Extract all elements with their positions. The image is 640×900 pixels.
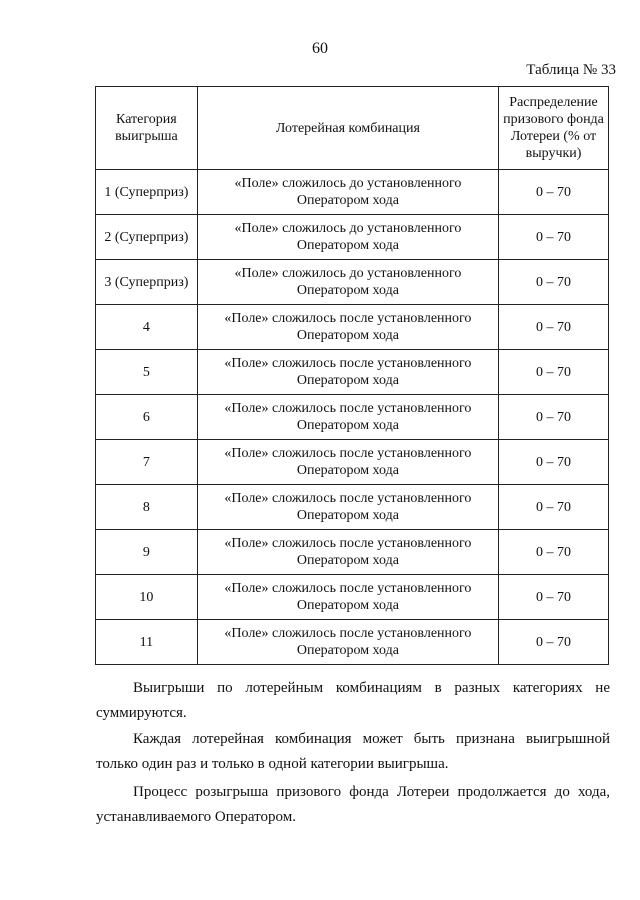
cell-distribution: 0 – 70 — [499, 530, 609, 575]
cell-combination: «Поле» сложилось до установленного Оператором хода — [197, 215, 498, 260]
cell-category: 2 (Суперприз) — [96, 215, 198, 260]
cell-distribution: 0 – 70 — [499, 485, 609, 530]
table-row — [96, 530, 609, 575]
cell-category: 10 — [96, 575, 198, 620]
cell-distribution: 0 – 70 — [499, 395, 609, 440]
cell-distribution: 0 – 70 — [499, 350, 609, 395]
cell-category: 1 (Суперприз) — [96, 170, 198, 215]
cell-category: 3 (Суперприз) — [96, 260, 198, 305]
paragraph-single-category: Каждая лотерейная комбинация может быть признана выигрышной только один раз и только в одной категории выигрыша. — [96, 731, 610, 772]
cell-category: 8 — [96, 485, 198, 530]
table-row — [96, 350, 609, 395]
cell-combination: «Поле» сложилось после установленного Оператором хода — [197, 530, 498, 575]
paragraph-draw-process: Процесс розыгрыша призового фонда Лотереи продолжается до хода, устанавливаемого Оператором. — [96, 784, 610, 825]
cell-distribution: 0 – 70 — [499, 575, 609, 620]
page-number: 60 — [312, 40, 328, 57]
cell-category: 4 — [96, 305, 198, 350]
cell-distribution: 0 – 70 — [499, 260, 609, 305]
cell-category: 7 — [96, 440, 198, 485]
cell-combination: «Поле» сложилось после установленного Оператором хода — [197, 395, 498, 440]
header-category: Категория выигрыша — [96, 87, 198, 170]
cell-combination: «Поле» сложилось после установленного Оператором хода — [197, 620, 498, 665]
table-row — [96, 440, 609, 485]
cell-combination: «Поле» сложилось после установленного Оператором хода — [197, 485, 498, 530]
table-row — [96, 305, 609, 350]
cell-distribution: 0 – 70 — [499, 440, 609, 485]
cell-combination: «Поле» сложилось после установленного Оператором хода — [197, 305, 498, 350]
table-caption: Таблица № 33 — [526, 62, 616, 78]
prize-distribution-table — [95, 86, 609, 665]
table-row — [96, 215, 609, 260]
cell-category: 6 — [96, 395, 198, 440]
cell-distribution: 0 – 70 — [499, 215, 609, 260]
cell-distribution: 0 – 70 — [499, 305, 609, 350]
cell-combination: «Поле» сложилось после установленного Оператором хода — [197, 440, 498, 485]
table-row — [96, 395, 609, 440]
cell-distribution: 0 – 70 — [499, 170, 609, 215]
table-header-row — [96, 87, 609, 170]
cell-category: 11 — [96, 620, 198, 665]
table-row — [96, 170, 609, 215]
cell-distribution: 0 – 70 — [499, 620, 609, 665]
table-row — [96, 620, 609, 665]
cell-category: 9 — [96, 530, 198, 575]
cell-combination: «Поле» сложилось до установленного Оператором хода — [197, 170, 498, 215]
cell-combination: «Поле» сложилось после установленного Оператором хода — [197, 350, 498, 395]
header-distribution: Распределение призового фонда Лотереи (% от выручки) — [499, 87, 609, 170]
table-row — [96, 260, 609, 305]
paragraph-not-cumulative: Выигрыши по лотерейным комбинациям в разных категориях не суммируются. — [96, 680, 610, 721]
cell-combination: «Поле» сложилось до установленного Оператором хода — [197, 260, 498, 305]
table-row — [96, 575, 609, 620]
cell-combination: «Поле» сложилось после установленного Оператором хода — [197, 575, 498, 620]
cell-category: 5 — [96, 350, 198, 395]
header-combination: Лотерейная комбинация — [197, 87, 498, 170]
table-row — [96, 485, 609, 530]
